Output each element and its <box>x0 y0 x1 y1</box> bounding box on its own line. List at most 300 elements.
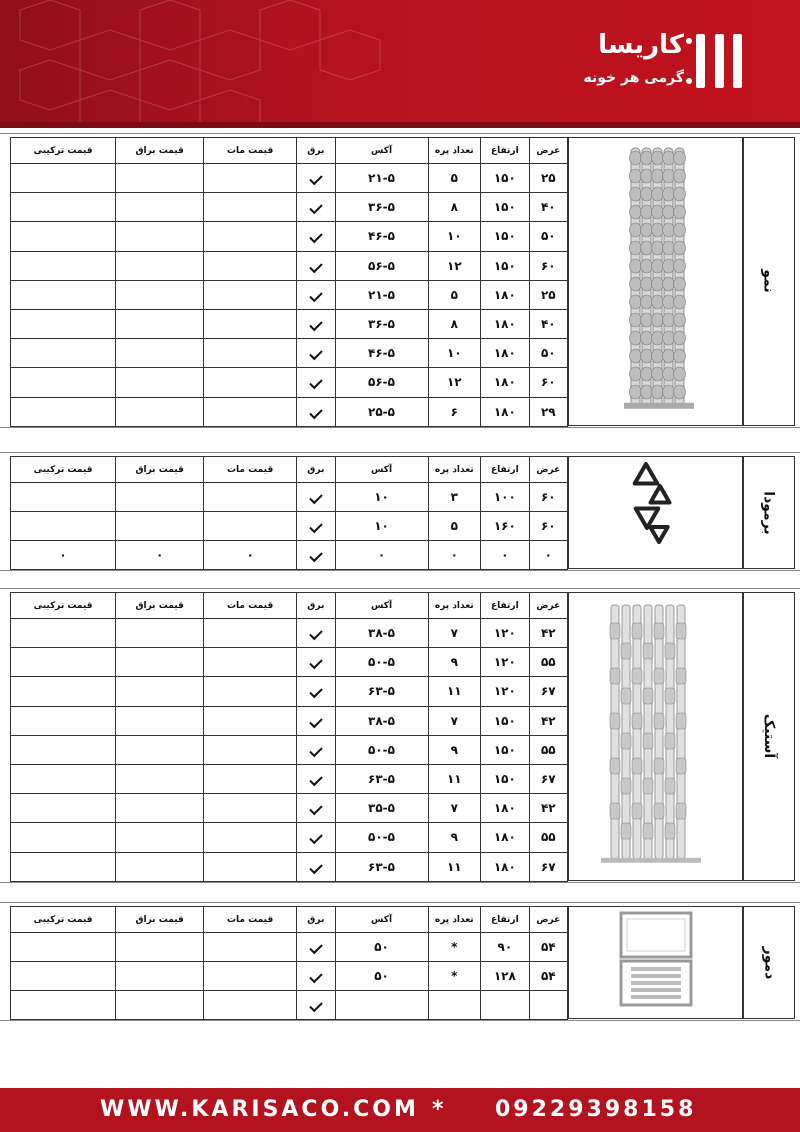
table-cell <box>481 991 530 1020</box>
table-cell: ۱۲۰ <box>481 619 530 648</box>
electric-check-cell <box>297 397 335 426</box>
table-cell <box>116 164 204 193</box>
checkmark-icon <box>309 491 322 504</box>
table-cell: ۷ <box>428 619 481 648</box>
table-cell <box>116 483 204 512</box>
electric-check-cell <box>297 735 335 764</box>
table-cell <box>11 512 116 541</box>
table-cell <box>204 397 297 426</box>
model-label <box>743 906 795 1019</box>
table-cell <box>116 648 204 677</box>
price-table <box>10 456 568 570</box>
table-cell <box>204 648 297 677</box>
table-cell: ۱۰ <box>335 483 428 512</box>
table-row <box>11 706 568 735</box>
table-cell <box>116 397 204 426</box>
table-cell: * <box>428 962 481 991</box>
table-cell: ۵ <box>428 280 481 309</box>
product-image <box>568 592 743 881</box>
table-cell: ۲۵ <box>529 164 567 193</box>
table-cell: ۸ <box>428 193 481 222</box>
table-cell: ۵۶-۵ <box>335 251 428 280</box>
column-header: آکس <box>335 457 428 483</box>
table-cell: ۵۶-۵ <box>335 368 428 397</box>
table-cell <box>204 933 297 962</box>
electric-check-cell <box>297 309 335 338</box>
electric-check-cell <box>297 962 335 991</box>
checkmark-icon <box>309 627 322 640</box>
table-cell: ۵۵ <box>529 648 567 677</box>
brand-logo <box>542 28 742 98</box>
table-cell <box>116 991 204 1020</box>
table-cell: ۵۵ <box>529 823 567 852</box>
footer-bar <box>0 1088 800 1132</box>
table-cell <box>204 512 297 541</box>
checkmark-icon <box>309 714 322 727</box>
column-header: تعداد پره <box>428 138 481 164</box>
table-cell <box>11 397 116 426</box>
table-cell <box>204 794 297 823</box>
column-header: ارتفاع <box>481 593 530 619</box>
table-cell: ۳۶-۵ <box>335 309 428 338</box>
model-label <box>743 592 795 881</box>
table-cell: ۲۱-۵ <box>335 164 428 193</box>
table-cell: ۱۸۰ <box>481 339 530 368</box>
table-cell <box>116 706 204 735</box>
table-cell <box>204 823 297 852</box>
table-cell <box>204 368 297 397</box>
column-header: قیمت براق <box>116 457 204 483</box>
table-cell <box>11 962 116 991</box>
checkmark-icon <box>309 831 322 844</box>
table-cell <box>116 309 204 338</box>
table-cell: ۴۲ <box>529 619 567 648</box>
table-cell: ۲۹ <box>529 397 567 426</box>
table-cell <box>11 222 116 251</box>
table-cell <box>11 735 116 764</box>
electric-check-cell <box>297 991 335 1020</box>
column-header: تعداد پره <box>428 593 481 619</box>
table-cell: ۵۰ <box>335 933 428 962</box>
table-cell: ۴۰ <box>529 309 567 338</box>
table-cell: ۶۰ <box>529 368 567 397</box>
table-row <box>11 933 568 962</box>
product-image <box>568 906 743 1019</box>
table-cell <box>204 852 297 881</box>
checkmark-icon <box>309 289 322 302</box>
table-cell: ۵۰ <box>529 339 567 368</box>
checkmark-icon <box>309 259 322 272</box>
electric-check-cell <box>297 619 335 648</box>
table-cell: ۴۲ <box>529 794 567 823</box>
product-image <box>568 456 743 569</box>
checkmark-icon <box>309 773 322 786</box>
column-header: آکس <box>335 907 428 933</box>
table-row <box>11 794 568 823</box>
checkmark-icon <box>309 318 322 331</box>
table-row <box>11 764 568 793</box>
model-label <box>743 137 795 426</box>
table-cell <box>11 706 116 735</box>
checkmark-icon <box>309 941 322 954</box>
table-cell: ۵۰-۵ <box>335 823 428 852</box>
table-cell: ۷ <box>428 706 481 735</box>
electric-check-cell <box>297 677 335 706</box>
electric-check-cell <box>297 280 335 309</box>
model-name: آستیک <box>761 714 777 759</box>
section-0 <box>0 133 800 428</box>
table-cell: ۱۸۰ <box>481 794 530 823</box>
table-cell <box>116 512 204 541</box>
table-row <box>11 677 568 706</box>
hexagon-pattern <box>0 0 420 128</box>
checkmark-icon <box>309 744 322 757</box>
table-cell: * <box>428 933 481 962</box>
table-cell <box>116 251 204 280</box>
table-cell <box>204 962 297 991</box>
table-cell: ۴۶-۵ <box>335 339 428 368</box>
table-cell: ۷ <box>428 794 481 823</box>
website-link[interactable]: WWW.KARISACO.COM <box>100 1097 419 1122</box>
table-cell: ۵۰ <box>529 222 567 251</box>
column-header: ارتفاع <box>481 138 530 164</box>
electric-check-cell <box>297 648 335 677</box>
table-row <box>11 251 568 280</box>
table-cell <box>11 852 116 881</box>
checkmark-icon <box>309 347 322 360</box>
electric-check-cell <box>297 852 335 881</box>
table-cell <box>204 677 297 706</box>
checkmark-icon <box>309 230 322 243</box>
table-cell: ۳ <box>428 483 481 512</box>
header-banner <box>0 0 800 128</box>
electric-check-cell <box>297 193 335 222</box>
column-header: تعداد پره <box>428 457 481 483</box>
table-cell: ۳۸-۵ <box>335 706 428 735</box>
table-cell: ۶ <box>428 397 481 426</box>
checkmark-icon <box>309 201 322 214</box>
table-row <box>11 397 568 426</box>
price-table <box>10 906 568 1020</box>
table-cell: ۲۵-۵ <box>335 397 428 426</box>
column-header: برق <box>297 138 335 164</box>
electric-check-cell <box>297 339 335 368</box>
table-row <box>11 619 568 648</box>
table-cell: ۵۰ <box>335 962 428 991</box>
table-cell <box>116 368 204 397</box>
table-cell <box>116 619 204 648</box>
checkmark-icon <box>309 970 322 983</box>
electric-check-cell <box>297 933 335 962</box>
table-cell: ۵۰-۵ <box>335 648 428 677</box>
table-cell: ۱۰ <box>428 339 481 368</box>
table-cell <box>11 764 116 793</box>
table-cell: ۴۲ <box>529 706 567 735</box>
table-cell <box>116 764 204 793</box>
table-cell: ۰ <box>529 541 567 570</box>
column-header: قیمت مات <box>204 593 297 619</box>
table-cell: ۰ <box>481 541 530 570</box>
checkmark-icon <box>309 656 322 669</box>
table-row <box>11 222 568 251</box>
column-header: عرض <box>529 593 567 619</box>
price-table <box>10 592 568 882</box>
column-header: آکس <box>335 138 428 164</box>
table-row <box>11 852 568 881</box>
table-row <box>11 193 568 222</box>
electric-check-cell <box>297 483 335 512</box>
table-cell <box>116 280 204 309</box>
table-cell: ۶۷ <box>529 677 567 706</box>
section-2 <box>0 588 800 883</box>
table-cell <box>11 619 116 648</box>
table-cell: ۱۵۰ <box>481 735 530 764</box>
table-cell: ۰ <box>11 541 116 570</box>
table-cell <box>204 764 297 793</box>
table-cell: ۱۸۰ <box>481 309 530 338</box>
table-cell: ۹ <box>428 823 481 852</box>
table-cell: ۳۸-۵ <box>335 619 428 648</box>
table-cell <box>11 483 116 512</box>
table-cell <box>11 164 116 193</box>
table-cell <box>11 648 116 677</box>
table-cell <box>11 309 116 338</box>
column-header: برق <box>297 457 335 483</box>
table-row <box>11 164 568 193</box>
table-cell: ۲۱-۵ <box>335 280 428 309</box>
table-cell <box>11 280 116 309</box>
electric-check-cell <box>297 541 335 570</box>
column-header: برق <box>297 593 335 619</box>
section-3 <box>0 902 800 1021</box>
table-cell <box>11 933 116 962</box>
electric-check-cell <box>297 823 335 852</box>
table-cell: ۱۲ <box>428 368 481 397</box>
table-cell: ۵۴ <box>529 933 567 962</box>
table-cell: ۳۵-۵ <box>335 794 428 823</box>
electric-check-cell <box>297 164 335 193</box>
table-row <box>11 339 568 368</box>
column-header: قیمت براق <box>116 593 204 619</box>
table-row <box>11 309 568 338</box>
table-cell <box>116 339 204 368</box>
model-label <box>743 456 795 569</box>
table-cell: ۶۰ <box>529 483 567 512</box>
table-cell <box>204 991 297 1020</box>
column-header: عرض <box>529 907 567 933</box>
table-cell: ۱۸۰ <box>481 823 530 852</box>
table-row <box>11 541 568 570</box>
table-row <box>11 962 568 991</box>
table-cell: ۴۰ <box>529 193 567 222</box>
table-cell <box>529 991 567 1020</box>
section-1 <box>0 452 800 571</box>
column-header: تعداد پره <box>428 907 481 933</box>
table-cell <box>204 735 297 764</box>
phone-number[interactable]: 09229398158 <box>495 1097 697 1122</box>
table-cell: ۹ <box>428 648 481 677</box>
table-cell: ۴۶-۵ <box>335 222 428 251</box>
table-cell: ۱۵۰ <box>481 164 530 193</box>
table-row <box>11 648 568 677</box>
table-cell: ۱۵۰ <box>481 222 530 251</box>
checkmark-icon <box>309 405 322 418</box>
column-header: عرض <box>529 457 567 483</box>
table-cell: ۹۰ <box>481 933 530 962</box>
table-cell: ۶۳-۵ <box>335 764 428 793</box>
table-cell <box>116 794 204 823</box>
model-name: نمو <box>760 269 777 294</box>
table-cell: ۱۲۰ <box>481 648 530 677</box>
table-cell: ۱۵۰ <box>481 706 530 735</box>
table-cell: ۳۶-۵ <box>335 193 428 222</box>
electric-check-cell <box>297 794 335 823</box>
table-cell: ۱۰ <box>428 222 481 251</box>
table-cell: ۱۵۰ <box>481 193 530 222</box>
table-cell: ۱۲ <box>428 251 481 280</box>
table-row <box>11 823 568 852</box>
table-cell: ۶۳-۵ <box>335 852 428 881</box>
column-header: قیمت ترکیبی <box>11 907 116 933</box>
table-cell: ۶۰ <box>529 251 567 280</box>
table-cell <box>204 222 297 251</box>
table-cell <box>11 823 116 852</box>
checkmark-icon <box>309 172 322 185</box>
checkmark-icon <box>309 860 322 873</box>
table-cell: ۶۷ <box>529 852 567 881</box>
price-table <box>10 137 568 427</box>
table-cell: ۱۵۰ <box>481 764 530 793</box>
column-header: قیمت ترکیبی <box>11 457 116 483</box>
table-cell <box>204 706 297 735</box>
table-cell: ۱۲۸ <box>481 962 530 991</box>
table-cell <box>335 991 428 1020</box>
table-cell: ۱۸۰ <box>481 368 530 397</box>
table-cell <box>204 339 297 368</box>
checkmark-icon <box>309 549 322 562</box>
table-cell: ۶۰ <box>529 512 567 541</box>
table-cell <box>204 193 297 222</box>
table-cell: ۱۸۰ <box>481 852 530 881</box>
table-cell <box>204 251 297 280</box>
table-row <box>11 368 568 397</box>
checkmark-icon <box>309 520 322 533</box>
table-cell: ۱۰۰ <box>481 483 530 512</box>
table-cell: ۱۲۰ <box>481 677 530 706</box>
table-cell <box>116 193 204 222</box>
table-cell: ۰ <box>116 541 204 570</box>
table-cell: ۶۳-۵ <box>335 677 428 706</box>
table-cell: ۵۵ <box>529 735 567 764</box>
table-cell <box>204 309 297 338</box>
column-header: قیمت ترکیبی <box>11 138 116 164</box>
checkmark-icon <box>309 802 322 815</box>
table-cell <box>428 991 481 1020</box>
table-cell: ۱۱ <box>428 677 481 706</box>
table-cell: ۲۵ <box>529 280 567 309</box>
table-cell: ۵۰-۵ <box>335 735 428 764</box>
table-cell: ۱۱ <box>428 764 481 793</box>
checkmark-icon <box>309 376 322 389</box>
brand-name: کاریسا <box>598 30 684 60</box>
column-header: عرض <box>529 138 567 164</box>
table-row <box>11 483 568 512</box>
electric-check-cell <box>297 706 335 735</box>
column-header: ارتفاع <box>481 907 530 933</box>
table-cell <box>116 222 204 251</box>
table-cell: ۹ <box>428 735 481 764</box>
table-cell: ۱۸۰ <box>481 280 530 309</box>
table-cell <box>11 677 116 706</box>
column-header: قیمت ترکیبی <box>11 593 116 619</box>
table-cell <box>11 193 116 222</box>
checkmark-icon <box>309 685 322 698</box>
table-cell: ۸ <box>428 309 481 338</box>
brand-tagline: گرمی هر خونه <box>583 70 684 86</box>
table-row <box>11 991 568 1020</box>
table-cell: ۰ <box>428 541 481 570</box>
electric-check-cell <box>297 368 335 397</box>
column-header: برق <box>297 907 335 933</box>
column-header: قیمت براق <box>116 907 204 933</box>
footer-separator: * <box>432 1097 447 1122</box>
table-cell: ۱۸۰ <box>481 397 530 426</box>
electric-check-cell <box>297 251 335 280</box>
table-cell: ۰ <box>204 541 297 570</box>
table-cell <box>11 339 116 368</box>
table-cell <box>11 368 116 397</box>
electric-check-cell <box>297 222 335 251</box>
column-header: ارتفاع <box>481 457 530 483</box>
table-row <box>11 280 568 309</box>
table-cell <box>116 735 204 764</box>
column-header: آکس <box>335 593 428 619</box>
table-cell: ۰ <box>335 541 428 570</box>
table-row <box>11 512 568 541</box>
table-cell: ۱۶۰ <box>481 512 530 541</box>
electric-check-cell <box>297 512 335 541</box>
column-header: قیمت مات <box>204 907 297 933</box>
table-cell <box>116 962 204 991</box>
column-header: قیمت مات <box>204 457 297 483</box>
table-cell <box>11 794 116 823</box>
table-cell: ۱۵۰ <box>481 251 530 280</box>
model-name: برمودا <box>761 490 777 535</box>
table-cell: ۵۴ <box>529 962 567 991</box>
product-image <box>568 137 743 426</box>
column-header: قیمت مات <box>204 138 297 164</box>
column-header: قیمت براق <box>116 138 204 164</box>
table-cell <box>116 852 204 881</box>
table-cell <box>204 483 297 512</box>
table-cell: ۱۱ <box>428 852 481 881</box>
table-cell <box>116 933 204 962</box>
table-cell: ۱۰ <box>335 512 428 541</box>
table-cell <box>116 677 204 706</box>
model-name: دمور <box>760 946 777 979</box>
checkmark-icon <box>309 999 322 1012</box>
table-cell <box>204 280 297 309</box>
table-cell: ۶۷ <box>529 764 567 793</box>
table-cell: ۵ <box>428 512 481 541</box>
table-cell <box>11 251 116 280</box>
table-cell <box>11 991 116 1020</box>
table-cell: ۵ <box>428 164 481 193</box>
table-cell <box>204 619 297 648</box>
logo-bars-icon <box>696 34 742 88</box>
table-row <box>11 735 568 764</box>
table-cell <box>204 164 297 193</box>
